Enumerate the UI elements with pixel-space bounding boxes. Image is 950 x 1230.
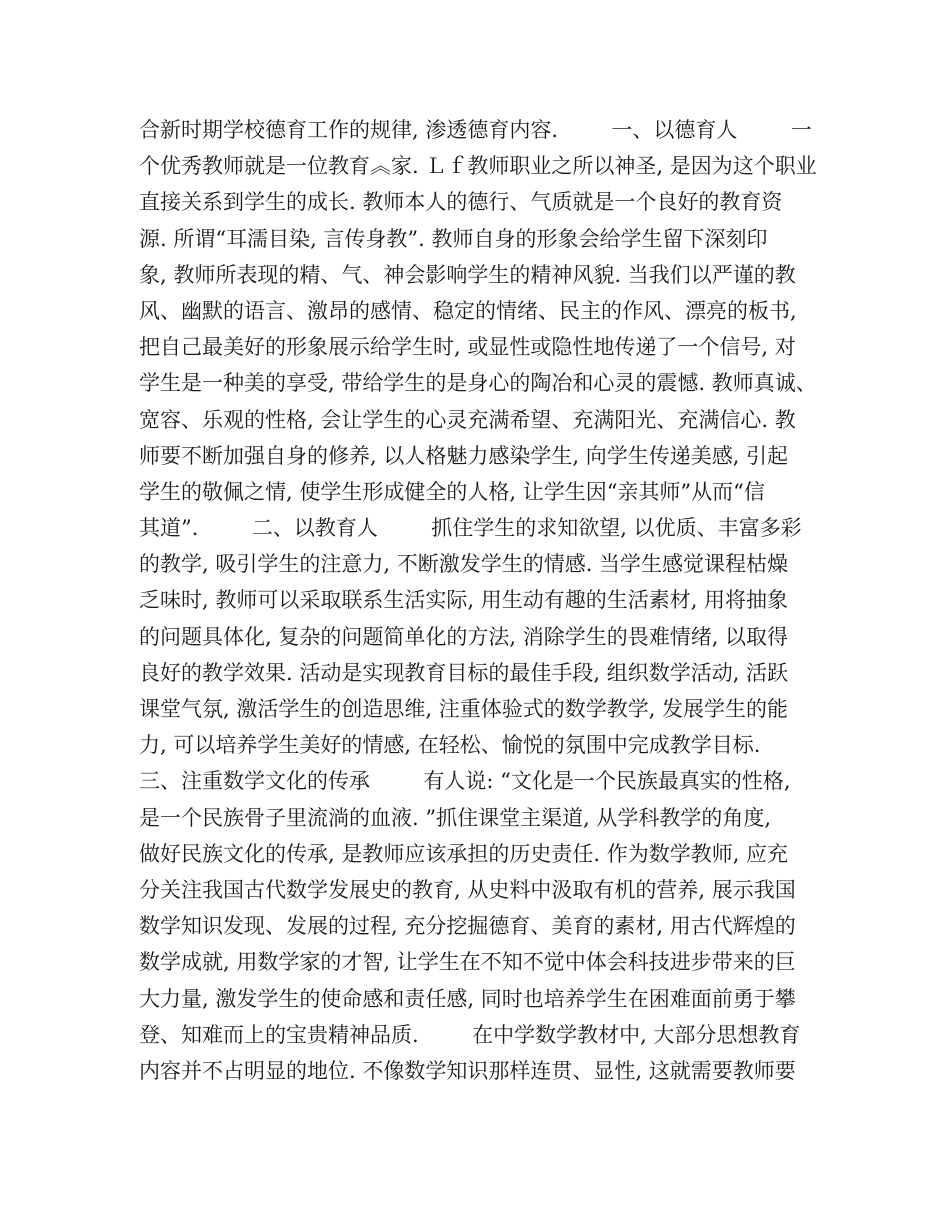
- text-line-1: 合新时期学校德育工作的规律, 渗透德育内容. 一、以德育人 一: [139, 118, 812, 142]
- text-line-22: 分关注我国古代数学发展史的教育, 从史料中汲取有机的营养, 展示我国: [139, 877, 796, 902]
- text-line-20: 是一个民族骨子里流淌的血液. ”抓住课堂主渠道, 从学科教学的角度,: [139, 805, 772, 830]
- text-line-16: 良好的教学效果. 活动是实现教育目标的最佳手段, 组织数学活动, 活跃: [139, 660, 789, 685]
- text-line-14: 乏味时, 教师可以采取联系生活实际, 用生动有趣的生活素材, 用将抽象: [139, 588, 789, 613]
- text-line-5: 象, 教师所表现的精、气、神会影响学生的精神风貌. 当我们以严谨的教: [139, 262, 796, 287]
- text-line-21: 做好民族文化的传承, 是教师应该承担的历史责任. 作为数学教师, 应充: [139, 841, 789, 866]
- text-line-13: 的教学, 吸引学生的注意力, 不断激发学生的情感. 当学生感觉课程枯燥: [139, 552, 789, 577]
- text-line-4: 源. 所谓“耳濡目染, 言传身教”. 教师自身的形象会给学生留下深刻印: [139, 226, 768, 251]
- text-line-6: 风、幽默的语言、激昂的感情、稳定的情绪、民主的作风、漂亮的板书,: [139, 298, 797, 323]
- text-line-11: 学生的敬佩之情, 使学生形成健全的人格, 让学生因“亲其师”从而“信: [139, 479, 765, 504]
- text-line-24: 数学成就, 用数学家的才智, 让学生在不知不觉中体会科技进步带来的巨: [139, 950, 796, 975]
- text-line-10: 师要不断加强自身的修养, 以人格魅力感染学生, 向学生传递美感, 引起: [139, 443, 789, 468]
- text-line-19: 三、注重数学文化的传承 有人说: “文化是一个民族最真实的性格,: [139, 769, 791, 794]
- text-line-3: 直接关系到学生的成长. 教师本人的德行、气质就是一个良好的教育资: [139, 190, 783, 215]
- text-line-17: 课堂气氛, 激活学生的创造思维, 注重体验式的数学教学, 发展学生的能: [139, 697, 789, 721]
- text-line-25: 大力量, 激发学生的使命感和责任感, 同时也培养学生在困难面前勇于攀: [139, 986, 796, 1011]
- text-line-18: 力, 可以培养学生美好的情感, 在轻松、愉悦的氛围中完成教学目标.: [139, 733, 761, 758]
- text-line-15: 的问题具体化, 复杂的问题简单化的方法, 消除学生的畏难情绪, 以取得: [139, 624, 789, 649]
- text-line-12: 其道”. 二、以教育人 抓住学生的求知欲望, 以优质、丰富多彩: [139, 516, 802, 541]
- text-line-7: 把自己最美好的形象展示给学生时, 或显性或隐性地传递了一个信号, 对: [139, 335, 796, 360]
- body-text: [139, 112, 824, 1089]
- text-line-26: 登、知难而上的宝贵精神品质. 在中学数学教材中, 大部分思想教育: [139, 1022, 801, 1047]
- text-line-9: 宽容、乐观的性格, 会让学生的心灵充满希望、充满阳光、充满信心. 教: [139, 407, 796, 432]
- text-line-8: 学生是一种美的享受, 带给学生的是身心的陶冶和心灵的震憾. 教师真诚、: [139, 371, 817, 396]
- text-line-2: 个优秀教师就是一位教育︽家. Ｌｆ教师职业之所以神圣, 是因为这个职业: [139, 154, 817, 179]
- text-line-27: 内容并不占明显的地位. 不像数学知识那样连贯、显性, 这就需要教师要: [139, 1058, 796, 1083]
- text-line-23: 数学知识发现、发展的过程, 充分挖掘德育、美育的素材, 用古代辉煌的: [139, 914, 796, 939]
